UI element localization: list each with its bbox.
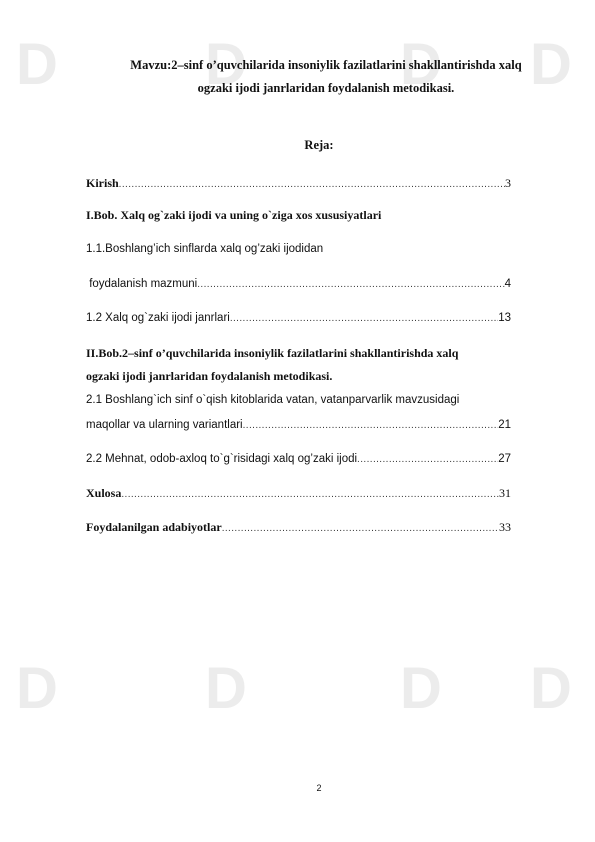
watermark-glyph: D <box>530 656 572 721</box>
toc-page-number: 13 <box>498 312 511 324</box>
toc-entry-label: foydalanish mazmuni <box>86 278 198 290</box>
toc-page-number: 31 <box>499 486 511 500</box>
dot-leader <box>222 523 499 534</box>
dot-leader <box>357 454 498 465</box>
toc-entry-2-2 <box>86 453 511 465</box>
document-title <box>86 58 566 96</box>
dot-leader <box>121 489 499 500</box>
dot-leader <box>197 279 504 290</box>
toc-entry-2-1 <box>86 419 511 431</box>
toc-entry-conclusion <box>86 486 511 501</box>
title-line-1: Mavzu:2–sinf o’quvchilarida insoniylik fazilatlarini shakllantirishda xalq <box>130 58 522 72</box>
toc-entry-1-1 <box>86 278 511 290</box>
watermark-glyph: D <box>530 32 572 97</box>
toc-entry-1-1-first-line: 1.1.Boshlang’ich sinflarda xalq og’zaki ijodidan <box>86 243 324 255</box>
toc-page-number: 33 <box>499 520 511 534</box>
toc-entry-label: Foydalanilgan adabiyotlar <box>86 520 222 534</box>
dot-leader <box>243 420 499 431</box>
title-line-2: ogzaki ijodi janrlaridan foydalanish metodikasi. <box>197 81 455 95</box>
toc-chapter-2-heading-line-2: ogzaki ijodi janrlaridan foydalanish metodikasi. <box>86 369 333 383</box>
watermark-glyph: D <box>205 656 247 721</box>
toc-entry-label: 2.2 Mehnat, odob-axloq to`g`risidagi xalq og’zaki ijodi <box>86 453 358 465</box>
watermark-glyph: D <box>400 656 442 721</box>
toc-entry-2-1-first-line: 2.1 Boshlang`ich sinf o`qish kitoblarida vatan, vatanparvarlik mavzusidagi <box>86 394 460 406</box>
toc-entry-label: 1.2 Xalq og`zaki ijodi janrlari <box>86 312 230 324</box>
toc-page-number: 3 <box>505 176 511 190</box>
toc-entry-label: Kirish <box>86 176 119 190</box>
plan-heading: Reja: <box>304 138 334 152</box>
watermark-glyph: D <box>205 32 247 97</box>
dot-leader <box>119 179 505 190</box>
toc-entry-1-2 <box>86 312 511 324</box>
toc-entry-label: Xulosa <box>86 486 122 500</box>
watermark-glyph: D <box>400 32 442 97</box>
toc-chapter-2-heading-line-1: II.Bob.2–sinf o’quvchilarida insoniylik fazilatlarini shakllantirishda xalq <box>86 346 459 360</box>
dot-leader <box>230 313 498 324</box>
page-number: 2 <box>316 783 322 793</box>
toc-page-number: 21 <box>498 419 511 431</box>
toc-chapter-1-heading: I.Bob. Xalq og`zaki ijodi va uning o`ziga xos xususiyatlari <box>86 208 382 222</box>
toc-entry-references <box>86 520 511 535</box>
toc-page-number: 4 <box>504 278 511 290</box>
watermark-glyph: D <box>16 32 58 97</box>
toc-page-number: 27 <box>498 453 511 465</box>
watermark-glyph: D <box>16 656 58 721</box>
toc-entry-label: maqollar va ularning variantlari <box>86 419 243 431</box>
toc-entry-intro <box>86 176 511 191</box>
